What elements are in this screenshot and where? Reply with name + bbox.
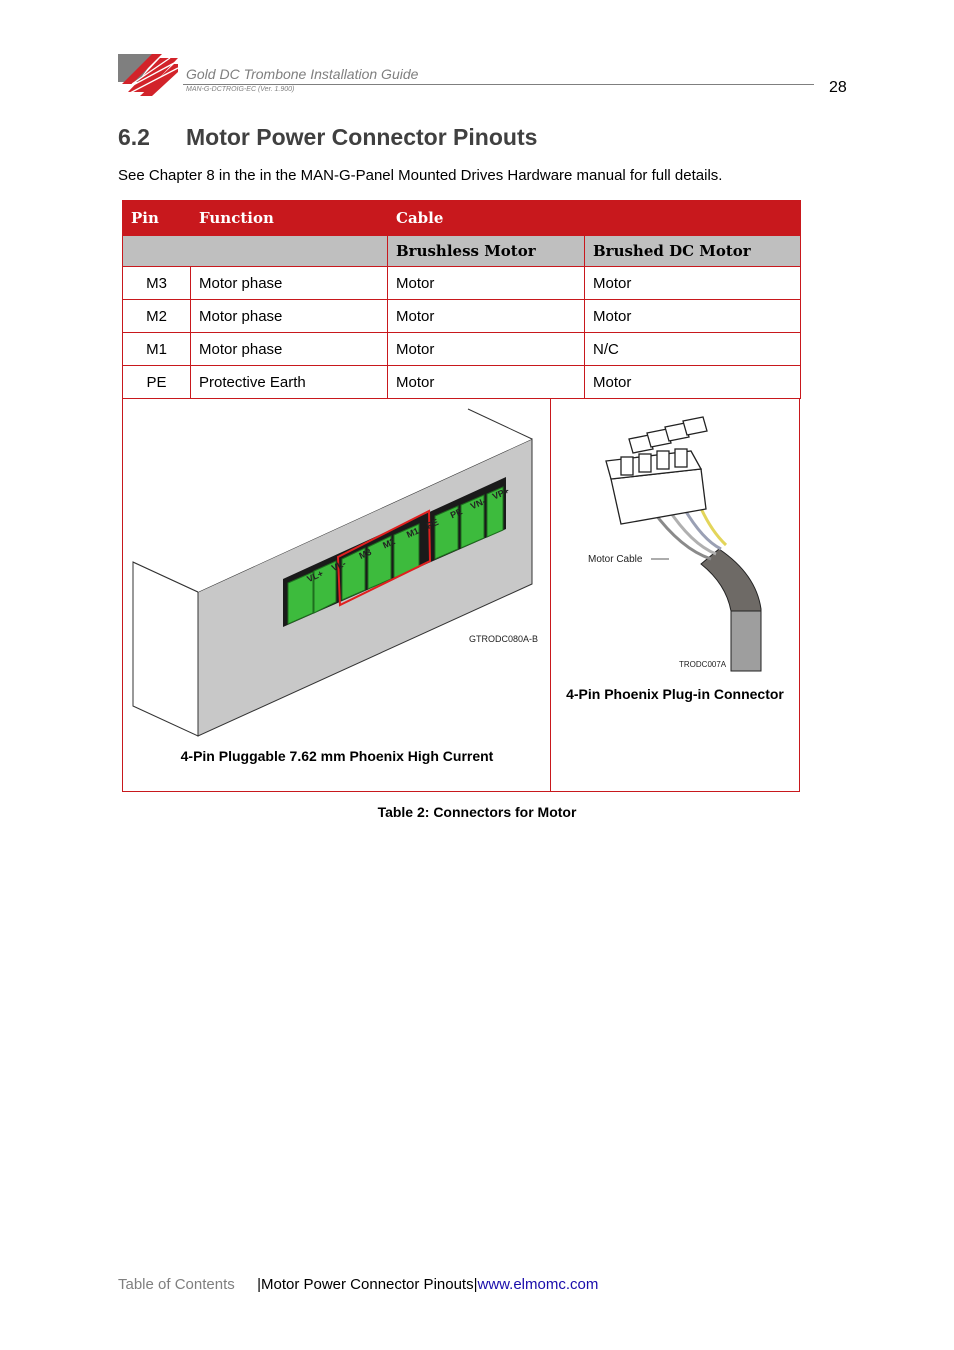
figure-right-cell [550, 398, 800, 792]
pin-label: M1 [404, 525, 421, 540]
table-row [123, 333, 801, 366]
company-logo [118, 54, 178, 96]
table-row [123, 267, 801, 300]
motor-cable-callout: Motor Cable [588, 554, 643, 565]
footer-website-link[interactable]: www.elmomc.com [477, 1276, 599, 1293]
pin-label: VN- [468, 495, 488, 512]
subheader-blank [123, 236, 388, 267]
cell-pin: PE [123, 366, 191, 399]
intro-paragraph: See Chapter 8 in the in the MAN-G-Panel Mounted Drives Hardware manual for full details. [118, 167, 723, 184]
subheader-brushless: Brushless Motor [388, 236, 585, 267]
cell-function: Motor phase [191, 267, 388, 300]
subheader-brushed: Brushed DC Motor [585, 236, 801, 267]
table-caption: Table 2: Connectors for Motor [377, 804, 577, 820]
figure-row [122, 398, 800, 792]
figure-caption-left: 4-Pin Pluggable 7.62 mm Phoenix High Current [180, 748, 494, 764]
cell-brushless: Motor [388, 267, 585, 300]
cell-brushed: Motor [585, 300, 801, 333]
header-function: Function [191, 201, 388, 236]
table-row [123, 366, 801, 399]
cell-pin: M2 [123, 300, 191, 333]
cell-pin: M1 [123, 333, 191, 366]
footer-section: |Motor Power Connector Pinouts| [257, 1276, 478, 1293]
pin-label: VL+ [305, 568, 325, 585]
pin-label: VP+ [490, 485, 511, 502]
cell-brushed: Motor [585, 366, 801, 399]
figure-code-right: TRODC007A [679, 660, 727, 669]
table-subheader-row [123, 236, 801, 267]
footer-toc-link[interactable]: Table of Contents [118, 1276, 235, 1293]
drive-connector-illustration [123, 399, 551, 744]
figure-caption-right: 4-Pin Phoenix Plug-in Connector [566, 686, 784, 702]
table-header-row [123, 201, 801, 236]
page-footer [118, 1276, 598, 1293]
cell-brushed: N/C [585, 333, 801, 366]
cell-brushed: Motor [585, 267, 801, 300]
pin-label: M3 [357, 546, 373, 561]
header-cable: Cable [388, 201, 801, 236]
figure-code-left: GTRODC080A-B [469, 634, 539, 644]
cell-pin: M3 [123, 267, 191, 300]
section-title: Motor Power Connector Pinouts [186, 124, 538, 150]
section-heading [118, 124, 537, 151]
pin-label: M2 [381, 536, 397, 551]
figure-left-cell [122, 398, 551, 792]
pin-label: VL- [330, 558, 348, 574]
cell-brushless: Motor [388, 366, 585, 399]
header-pin: Pin [123, 201, 191, 236]
cell-function: Motor phase [191, 300, 388, 333]
header-doc-id: MAN-G-DCTROIG-EC (Ver. 1.900) [186, 86, 295, 93]
header-rule [183, 84, 814, 85]
cell-function: Protective Earth [191, 366, 388, 399]
plug-connector-illustration [551, 399, 799, 679]
cell-brushless: Motor [388, 300, 585, 333]
pinout-table [122, 200, 801, 399]
pin-label: PE [425, 516, 441, 531]
page-number: 28 [829, 79, 847, 96]
cell-function: Motor phase [191, 333, 388, 366]
header-title: Gold DC Trombone Installation Guide [186, 66, 419, 82]
cell-brushless: Motor [388, 333, 585, 366]
pin-label: PE [448, 506, 464, 521]
section-number: 6.2 [118, 124, 150, 150]
table-row [123, 300, 801, 333]
